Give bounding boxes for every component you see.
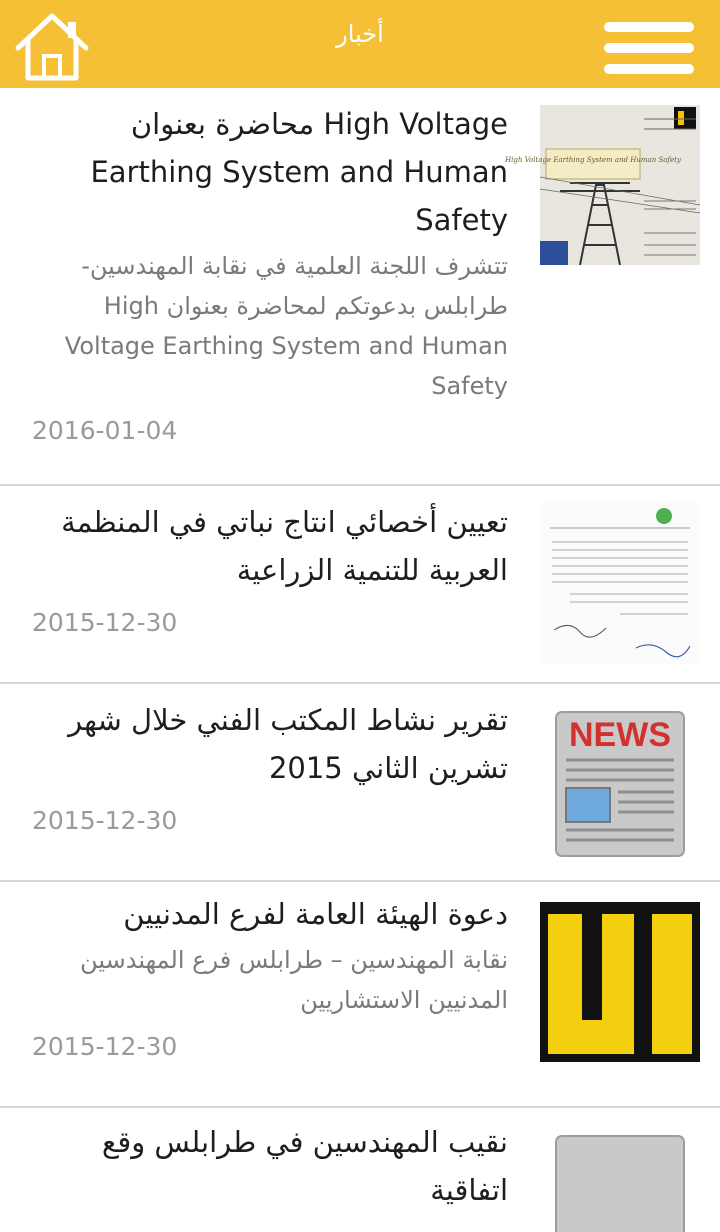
news-list [0,88,720,1228]
poster-caption: High Voltage Earthing System and Human Safety [505,156,681,164]
news-title: دعوة الهيئة العامة لفرع المدنيين [123,897,508,931]
news-text [28,100,508,406]
hamburger-menu-icon [604,43,694,53]
news-item[interactable] [0,882,720,1108]
newspaper-thumbnail [540,1130,700,1228]
news-item[interactable] [0,486,720,684]
svg-text:NEWS: NEWS [569,716,671,754]
news-date: 2015-12-30 [32,1032,178,1061]
news-date: 2015-12-30 [32,608,178,637]
news-item[interactable] [0,684,720,882]
lecture-poster-thumbnail [505,105,700,265]
news-date: 2015-12-30 [32,806,178,835]
news-summary: نقابة المهندسين – طرابلس فرع المهندسين المدنيين الاستشاريين [80,946,508,1014]
news-title: تعيين أخصائي انتاج نباتي في المنظمة العربية للتنمية الزراعية [61,505,508,587]
document-letter-thumbnail [540,502,700,664]
syndicate-logo-thumbnail [540,902,700,1062]
news-text [28,890,508,1020]
newspaper-thumbnail [540,706,700,860]
news-date: 2016-01-04 [32,416,178,445]
menu-button[interactable] [600,18,698,76]
news-summary: تتشرف اللجنة العلمية في نقابة المهندسين-طرابلس بدعوتكم لمحاضرة بعنوان High Voltage Earthing System and Human Safety [64,252,508,400]
news-title: High Voltage محاضرة بعنوان Earthing System and Human Safety [90,107,508,237]
news-title: تقرير نشاط المكتب الفني خلال شهر تشرين الثاني 2015 [68,703,508,785]
news-item[interactable] [0,88,720,486]
news-text [28,1118,508,1214]
page-title: أخبار [336,20,384,48]
news-item[interactable] [0,1108,720,1228]
news-title: نقيب المهندسين في طرابلس وقع اتفاقية [101,1125,508,1207]
hamburger-menu-icon [604,22,694,32]
news-text [28,498,508,594]
top-app-bar [0,0,720,88]
news-text [28,696,508,792]
hamburger-menu-icon [604,64,694,74]
